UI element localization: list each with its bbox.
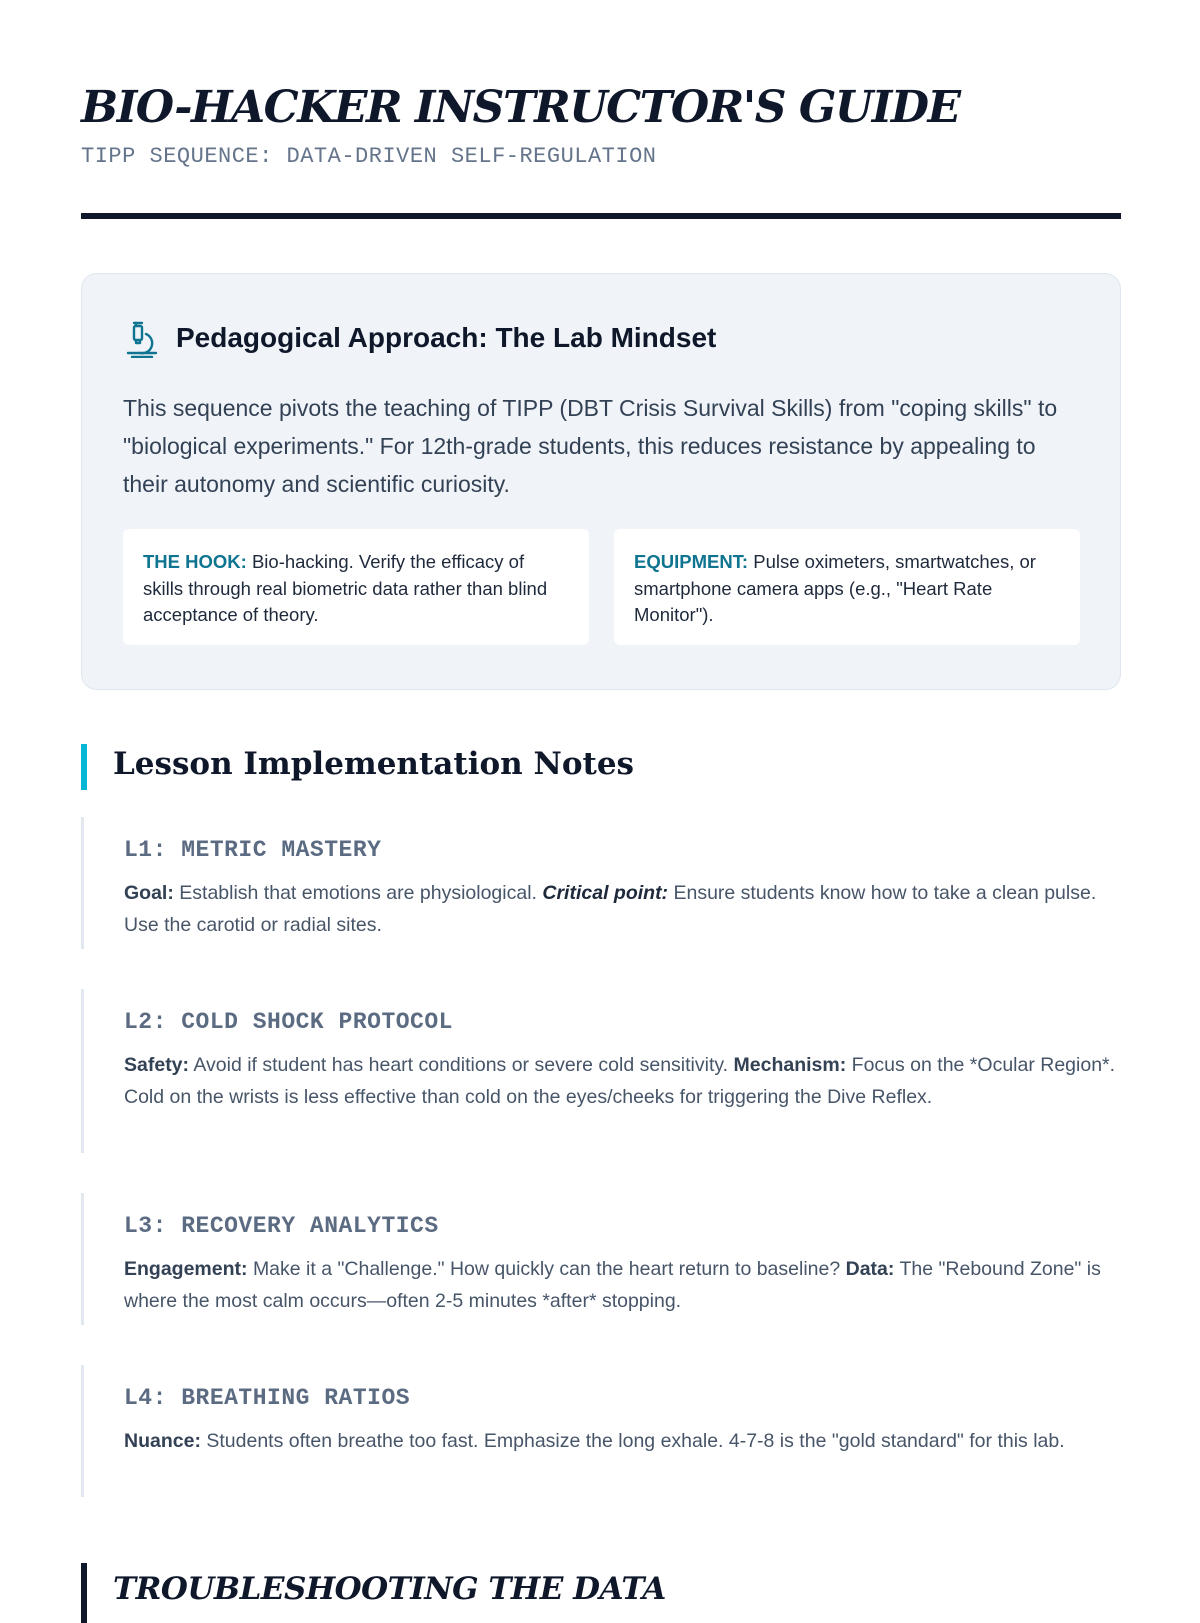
page-subtitle: TIPP SEQUENCE: DATA-DRIVEN SELF-REGULATION — [81, 144, 657, 169]
equipment-text: Pulse oximeters, smartwatches, or smartphone camera apps (e.g., "Heart Rate Monitor"). — [634, 551, 1036, 625]
lesson-item-l4 — [81, 1365, 1121, 1497]
lesson-notes — [124, 1253, 1121, 1317]
lessons-section-heading — [81, 744, 634, 790]
hook-label: THE HOOK: — [143, 551, 247, 572]
lesson-title: L4: BREATHING RATIOS — [124, 1385, 411, 1411]
lesson-label: Data: — [845, 1258, 895, 1280]
lesson-title: L2: COLD SHOCK PROTOCOL — [124, 1009, 453, 1035]
lesson-label: Mechanism: — [733, 1054, 847, 1076]
page-title: BIO-HACKER INSTRUCTOR'S GUIDE — [81, 82, 960, 133]
lesson-note-text: Avoid if student has heart conditions or severe cold sensitivity. — [193, 1054, 729, 1076]
header-divider — [81, 213, 1121, 219]
approach-description: This sequence pivots the teaching of TIPP (DBT Crisis Survival Skills) from "coping skills" to "biological experiments." For 12th-grade students, this reduces resistance by appealing to their autonomy and scientific curiosity. — [123, 395, 1058, 497]
lesson-label: Nuance: — [124, 1430, 201, 1452]
lesson-title: L3: RECOVERY ANALYTICS — [124, 1213, 439, 1239]
microscope-icon — [124, 320, 160, 358]
hook-text: Bio-hacking. Verify the efficacy of skills through real biometric data rather than blind acceptance of theory. — [143, 551, 548, 625]
troubleshooting-section-heading — [81, 1563, 666, 1623]
lesson-notes — [124, 1425, 1121, 1457]
lesson-note-text: Ensure students know how to take a clean pulse. Use the carotid or radial sites. — [124, 882, 1097, 936]
lesson-note-text: Focus on the *Ocular Region*. Cold on the wrists is less effective than cold on the eyes/cheeks for triggering the Dive Reflex. — [124, 1054, 1116, 1108]
lessons-section-title: Lesson Implementation Notes — [113, 746, 634, 782]
lesson-label: Engagement: — [124, 1258, 248, 1280]
lesson-note-text: Students often breathe too fast. Emphasize the long exhale. 4-7-8 is the "gold standard" for this lab. — [206, 1430, 1065, 1452]
pedagogical-approach-panel — [81, 273, 1121, 690]
lesson-notes — [124, 877, 1121, 941]
lesson-item-l3 — [81, 1193, 1121, 1325]
lesson-note-text: Establish that emotions are physiological. — [179, 882, 537, 904]
lesson-title: L1: METRIC MASTERY — [124, 837, 382, 863]
lesson-label: Safety: — [124, 1054, 190, 1076]
approach-title: Pedagogical Approach: The Lab Mindset — [176, 322, 717, 353]
lesson-note-text: The "Rebound Zone" is where the most calm occurs—often 2-5 minutes *after* stopping. — [124, 1258, 1101, 1312]
equipment-label: EQUIPMENT: — [634, 551, 749, 572]
lesson-notes — [124, 1049, 1121, 1113]
lesson-item-l2 — [81, 989, 1121, 1153]
lesson-item-l1 — [81, 817, 1121, 949]
hook-card — [123, 529, 589, 645]
equipment-card — [614, 529, 1080, 645]
lesson-note-text: Make it a "Challenge." How quickly can the heart return to baseline? — [252, 1258, 841, 1280]
lesson-label: Goal: — [124, 882, 174, 904]
lesson-label: Critical point: — [542, 882, 669, 904]
troubleshooting-title: TROUBLESHOOTING THE DATA — [113, 1571, 666, 1607]
